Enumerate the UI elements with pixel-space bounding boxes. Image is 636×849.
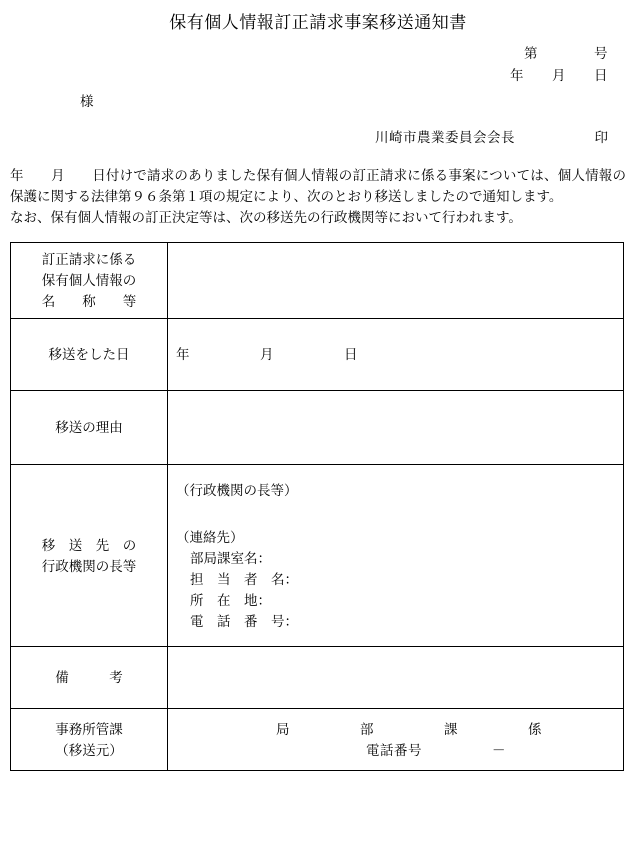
destination-head-label: （行政機関の長等） bbox=[176, 482, 298, 498]
contact-label: （連絡先） bbox=[176, 529, 244, 545]
seal-mark: 印 bbox=[594, 130, 608, 145]
contact-person-label: 担 当 者 名： bbox=[190, 571, 298, 587]
source-office-division-line: 局 部 課 係 bbox=[276, 721, 542, 737]
source-office-phone-line: 電話番号 － bbox=[366, 742, 506, 758]
label-line: 移送をした日 bbox=[48, 347, 130, 362]
label-line: 移 送 先 の bbox=[41, 537, 137, 553]
row-value-source-office[interactable] bbox=[168, 709, 624, 771]
contact-phone-label: 電 話 番 号： bbox=[190, 613, 298, 629]
row-label-remarks bbox=[11, 647, 168, 709]
issuer-row bbox=[10, 127, 626, 149]
body-paragraph-1: 年 月 日付けで請求のありました保有個人情報の訂正請求に係る事案については、個人情報の保護に関する法律第９６条第１項の規定により、次のとおり移送しましたので通知します。 bbox=[10, 168, 626, 204]
label-line: 事務所管課 bbox=[55, 721, 123, 737]
table-row bbox=[11, 391, 624, 465]
table-row bbox=[11, 647, 624, 709]
document-number-line: 第 号 bbox=[524, 46, 608, 61]
issuer-name: 川崎市農業委員会会長 bbox=[375, 130, 515, 145]
row-label-source-office bbox=[11, 709, 168, 771]
row-value-remarks[interactable] bbox=[168, 647, 624, 709]
row-label-subject-info bbox=[11, 243, 168, 319]
row-value-transfer-date[interactable]: 年 月 日 bbox=[168, 319, 624, 391]
row-value-transfer-reason[interactable] bbox=[168, 391, 624, 465]
page-title: 保有個人情報訂正請求事案移送通知書 bbox=[169, 13, 467, 32]
form-table bbox=[10, 242, 624, 771]
contact-department-label: 部局課室名： bbox=[190, 550, 271, 566]
label-line: 訂正請求に係る bbox=[41, 252, 137, 267]
row-label-transfer-date bbox=[11, 319, 168, 391]
table-row bbox=[11, 243, 624, 319]
label-line: 備 考 bbox=[55, 670, 123, 685]
label-line: （移送元） bbox=[55, 742, 123, 758]
document-page bbox=[0, 8, 636, 849]
label-line: 移送の理由 bbox=[55, 420, 123, 435]
body-text bbox=[10, 165, 626, 228]
document-date-line: 年 月 日 bbox=[510, 68, 608, 83]
row-label-transfer-reason bbox=[11, 391, 168, 465]
table-row bbox=[11, 465, 624, 647]
label-line: 行政機関の長等 bbox=[41, 558, 137, 574]
destination-blank-space bbox=[176, 501, 615, 527]
label-line: 保有個人情報の bbox=[41, 273, 137, 288]
contact-address-label: 所 在 地： bbox=[190, 592, 271, 608]
label-line: 名 称 等 bbox=[41, 294, 137, 309]
addressee-line: 様 bbox=[80, 94, 94, 109]
table-row bbox=[11, 709, 624, 771]
body-paragraph-2: なお、保有個人情報の訂正決定等は、次の移送先の行政機関等において行われます。 bbox=[10, 210, 522, 225]
table-row bbox=[11, 319, 624, 391]
row-value-destination-agency[interactable] bbox=[168, 465, 624, 647]
row-label-destination-agency bbox=[11, 465, 168, 647]
row-value-subject-info[interactable] bbox=[168, 243, 624, 319]
